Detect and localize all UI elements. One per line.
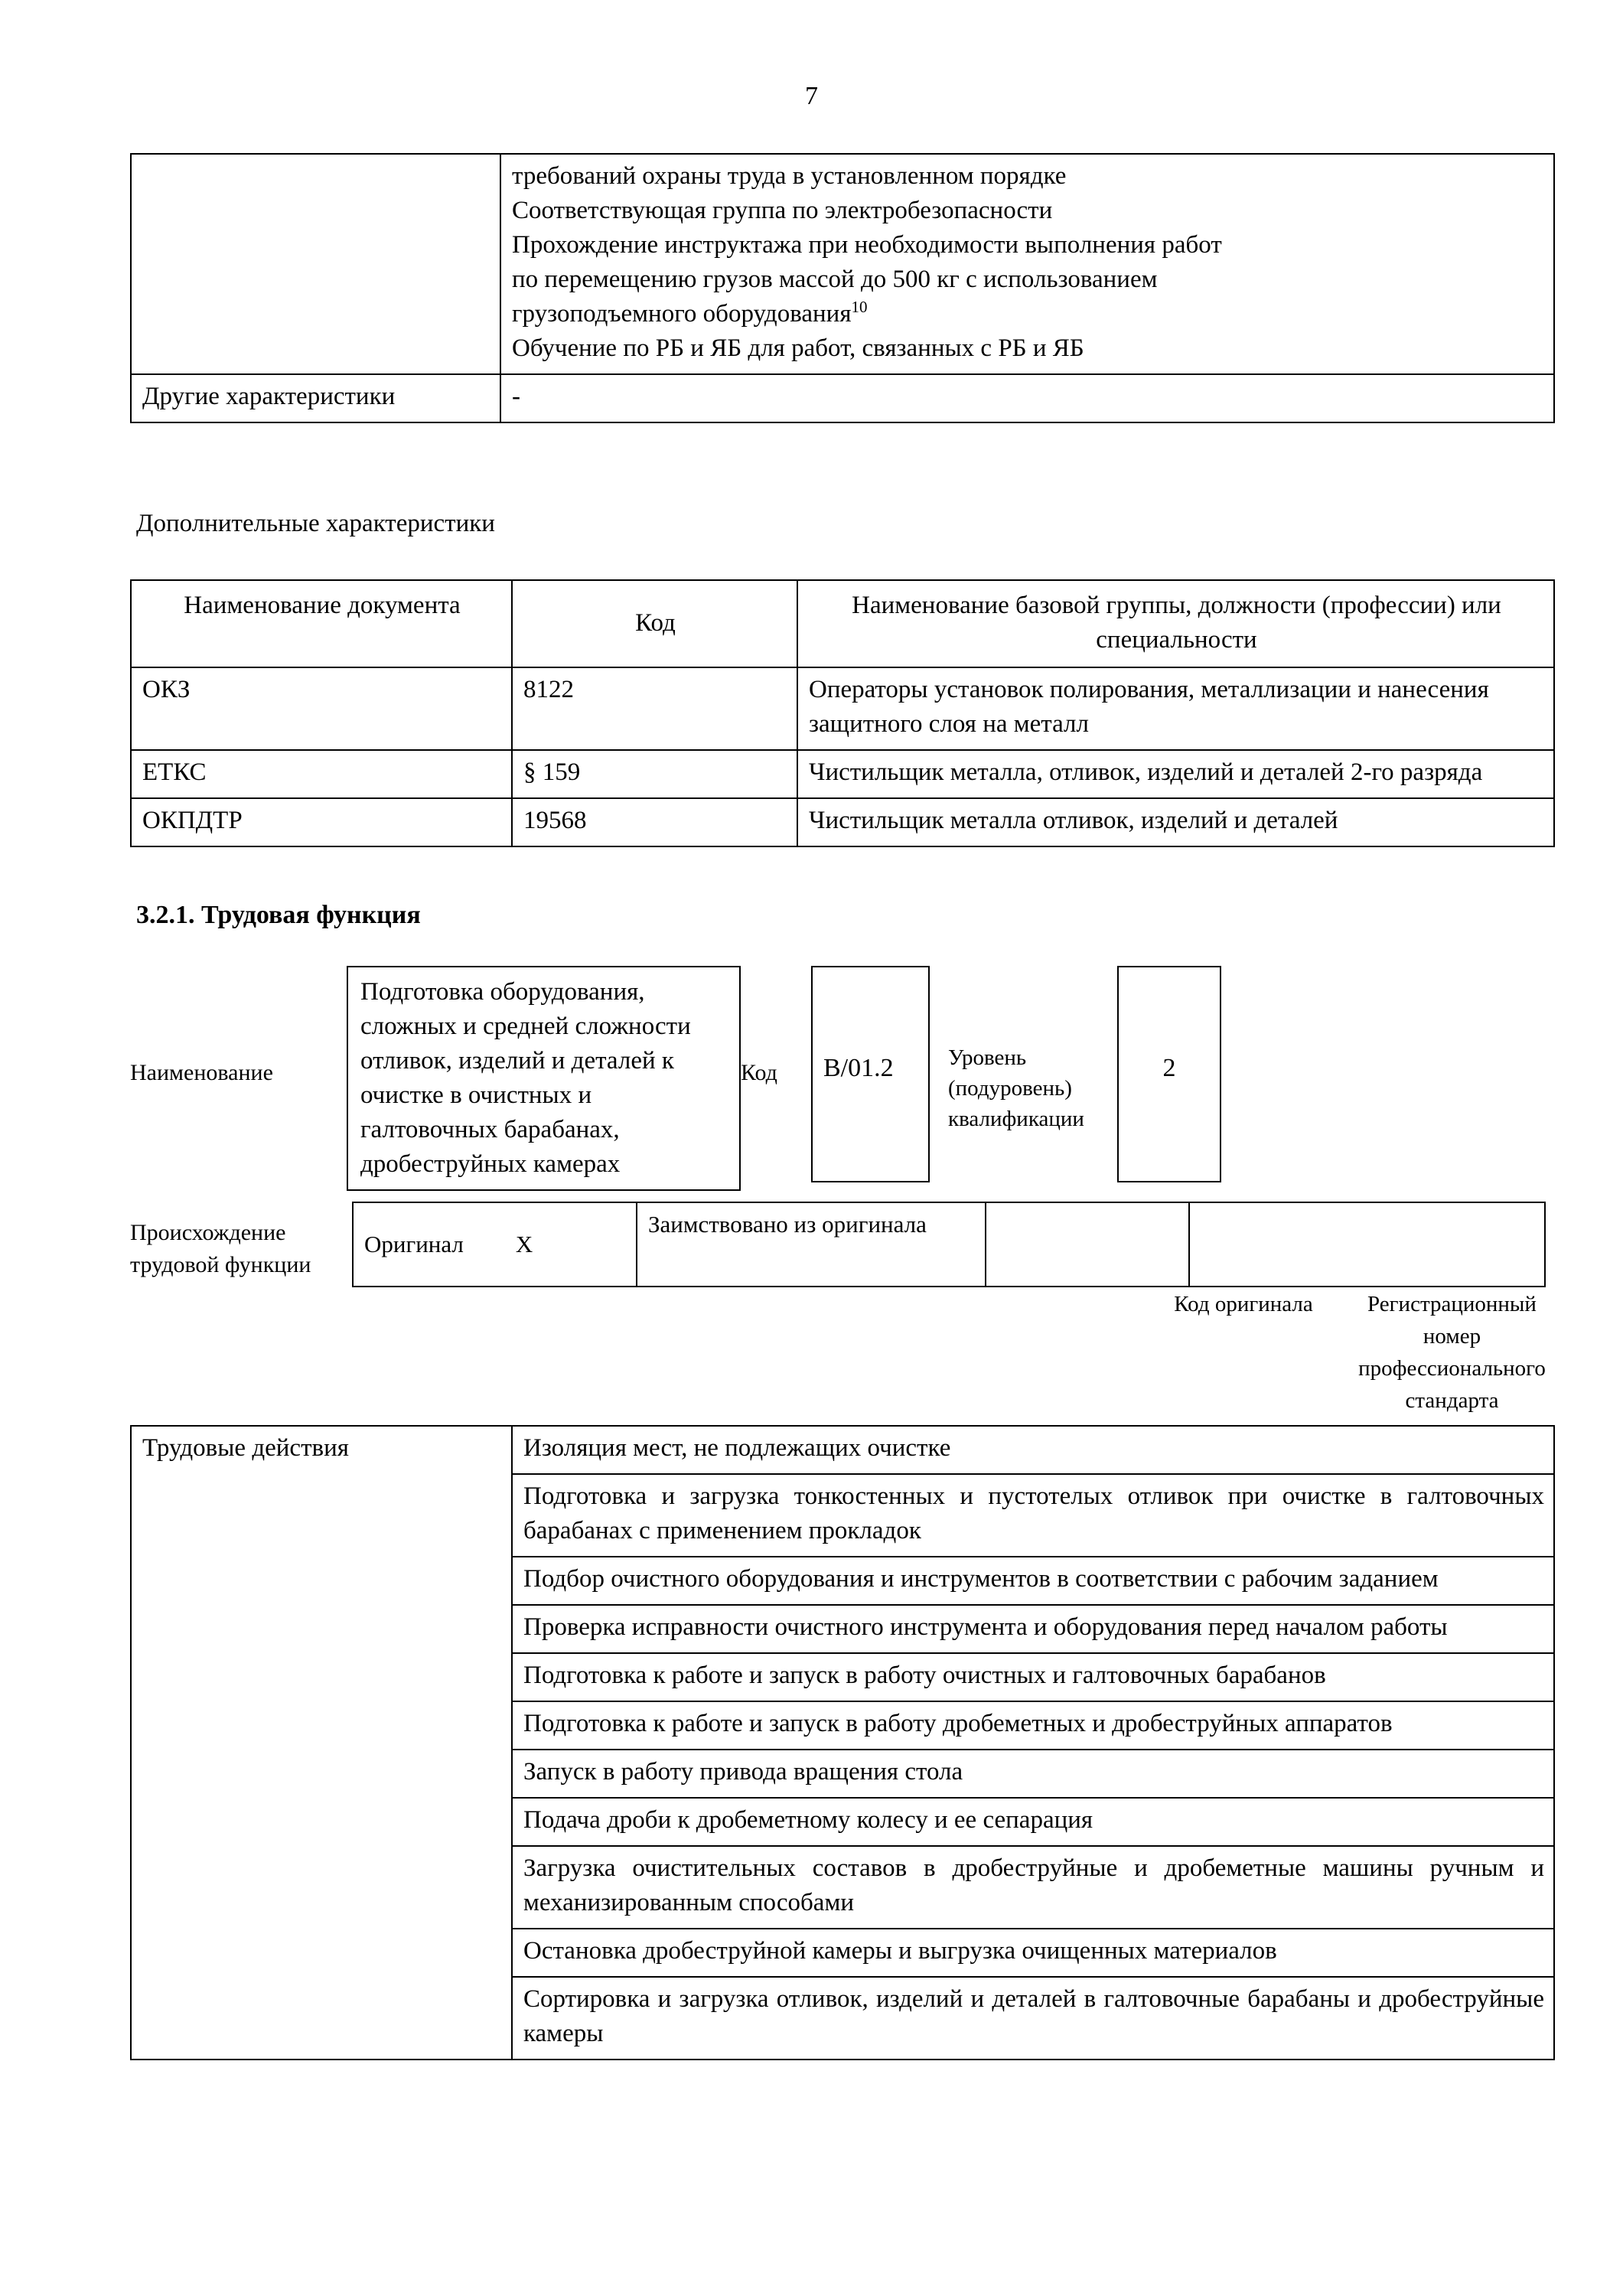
requirement-line: по перемещению грузов массой до 500 кг с использованием [512,266,1158,293]
cell-code: 19568 [512,798,797,846]
section-heading-labour-function: 3.2.1. Трудовая функция [136,901,421,929]
function-origin-label: Происхождение трудовой функции [130,1220,311,1277]
additional-characteristics-table [130,579,1555,847]
table-row [131,154,1554,374]
table-row [131,667,1554,750]
labour-action-item: Подготовка к работе и запуск в работу дробеметных и дробеструйных аппаратов [512,1701,1554,1750]
requirement-line: Прохождение инструктажа при необходимости выполнения работ [512,231,1222,259]
labour-action-item: Подача дроби к дробеметному колесу и ее сепарация [512,1798,1554,1846]
labour-action-item: Запуск в работу привода вращения стола [512,1750,1554,1798]
additional-characteristics-caption: Дополнительные характеристики [136,510,495,537]
function-name-label: Наименование [130,1060,273,1085]
cell-code: 8122 [512,667,797,750]
origin-registration-caption: Регистрационный номер профессионального стандарта [1358,1292,1546,1413]
origin-original-cell [353,1202,637,1287]
requirement-line-text: грузоподъемного оборудования [512,300,852,328]
table-row [353,1202,1545,1287]
function-name-box: Подготовка оборудования, сложных и средней сложности отливок, изделий и деталей к очистке в очистных и галтовочных барабанах, дробеструйных камерах [347,966,741,1191]
requirements-continuation-table [130,153,1555,423]
origin-original-checkmark: X [515,1231,533,1257]
labour-action-item: Подготовка к работе и запуск в работу очистных и галтовочных барабанов [512,1653,1554,1701]
footnote-marker: 10 [851,298,868,316]
function-origin-table [352,1202,1546,1287]
cell-document: ОКЗ [131,667,512,750]
cell-base-group: Чистильщик металла отливок, изделий и деталей [797,798,1554,846]
cell-document: ОКПДТР [131,798,512,846]
other-characteristics-value: - [500,374,1554,422]
column-header-code: Код [512,580,797,667]
continuation-empty-label [131,154,500,374]
function-origin-row [130,1202,1569,1287]
cell-code: § 159 [512,750,797,798]
labour-actions-table [130,1425,1555,2060]
requirement-line-with-footnote [512,297,1544,331]
cell-base-group: Чистильщик металла, отливок, изделий и деталей 2-го разряда [797,750,1554,798]
continuation-requirements-cell [500,154,1554,374]
requirement-line: Соответствующая группа по электробезопасности [512,197,1053,224]
origin-code-cell[interactable] [986,1202,1189,1287]
function-code-label: Код [741,1060,777,1085]
table-row [131,750,1554,798]
labour-action-item: Подбор очистного оборудования и инструментов в соответствии с рабочим заданием [512,1557,1554,1605]
qualification-level-box: 2 [1117,966,1221,1182]
origin-code-caption: Код оригинала [1174,1292,1313,1316]
labour-action-item: Подготовка и загрузка тонкостенных и пустотелых отливок при очистке в галтовочных барабанах с применением прокладок [512,1474,1554,1557]
table-header-row [131,580,1554,667]
page-number: 7 [805,82,818,110]
column-header-document: Наименование документа [131,580,512,667]
function-code-box: B/01.2 [811,966,930,1182]
origin-registration-cell[interactable] [1189,1202,1545,1287]
table-row [131,798,1554,846]
column-header-base-group: Наименование базовой группы, должности (профессии) или специальности [797,580,1554,667]
requirement-line: требований охраны труда в установленном порядке [512,162,1067,190]
qualification-level-label: Уровень (подуровень) квалификации [948,1045,1084,1131]
labour-action-item: Сортировка и загрузка отливок, изделий и деталей в галтовочные барабаны и дробеструйные камеры [512,1977,1554,2060]
labour-function-header-row [130,966,1569,1191]
table-row [131,374,1554,422]
labour-action-item: Проверка исправности очистного инструмента и оборудования перед началом работы [512,1605,1554,1653]
requirement-line: Обучение по РБ и ЯБ для работ, связанных с РБ и ЯБ [512,334,1084,362]
origin-original-label: Оригинал [364,1231,464,1257]
cell-document: ЕТКС [131,750,512,798]
other-characteristics-label: Другие характеристики [131,374,500,422]
labour-actions-label: Трудовые действия [131,1426,512,2060]
labour-action-item: Изоляция мест, не подлежащих очистке [512,1426,1554,1474]
origin-borrowed-label: Заимствовано из оригинала [637,1202,986,1287]
cell-base-group: Операторы установок полирования, металлизации и нанесения защитного слоя на металл [797,667,1554,750]
labour-action-item: Остановка дробеструйной камеры и выгрузка очищенных материалов [512,1929,1554,1977]
labour-action-item: Загрузка очистительных составов в дробеструйные и дробеметные машины ручным и механизированным способами [512,1846,1554,1929]
table-row [131,1426,1554,1474]
